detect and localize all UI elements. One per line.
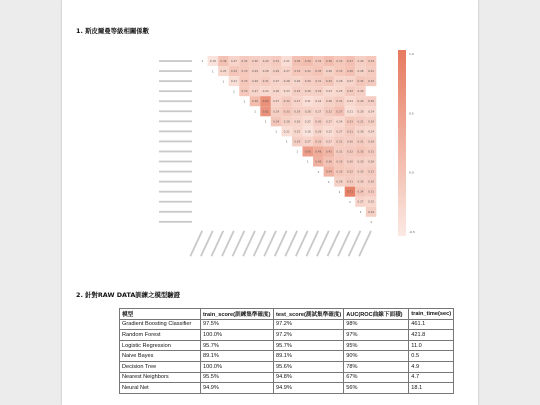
- cell-value-label: 0.23: [283, 89, 290, 94]
- cell-value-label: 0.37: [336, 109, 343, 114]
- cell-value-label: 0.63: [262, 99, 269, 104]
- row-tick-label: [159, 211, 192, 213]
- cell-value-label: 0.33: [294, 69, 301, 74]
- cell-value-label: 0.48: [315, 149, 322, 154]
- cell-value-label: 0.24: [262, 89, 269, 94]
- cell-value-label: 0.30: [368, 179, 375, 184]
- cell-value-label: 0.22: [325, 129, 332, 134]
- cell-value-label: 0.30: [357, 169, 364, 174]
- cell-value-label: 0.33: [315, 59, 322, 64]
- row-tick-label: [159, 141, 192, 143]
- cell-value-label: 0.33: [336, 59, 343, 64]
- colorbar: [398, 50, 406, 236]
- row-tick-label: [159, 151, 192, 153]
- cell-value-label: 0.27: [252, 89, 259, 94]
- header-train-time: train_time(sec): [409, 309, 454, 320]
- column-tick-label: [221, 230, 234, 256]
- cell-value-label: 0.33: [283, 109, 290, 114]
- column-tick-label: [295, 230, 308, 256]
- cell-test-score: 95.6%: [274, 361, 344, 372]
- cell-value-label: 0.28: [325, 69, 332, 74]
- column-tick-label: [316, 230, 329, 256]
- cell-value-label: 0.31: [346, 129, 353, 134]
- row-tick-label: [159, 201, 192, 203]
- cell-model: Decision Tree: [120, 361, 201, 372]
- column-tick-label: [232, 230, 245, 256]
- cell-value-label: 0.28: [262, 69, 269, 74]
- cell-value-label: 0.24: [368, 129, 375, 134]
- cell-value-label: 0.44: [325, 169, 332, 174]
- cell-value-label: 0.22: [304, 119, 311, 124]
- diagonal-label: 1: [211, 69, 214, 74]
- cell-value-label: 0.31: [315, 79, 322, 84]
- diagonal-label: 1: [264, 119, 267, 124]
- cell-model: Neural Net: [120, 383, 201, 394]
- cell-value-label: 0.29: [273, 69, 280, 74]
- cell-value-label: 0.30: [252, 59, 259, 64]
- cell-train-score: 100.0%: [201, 330, 274, 341]
- cell-value-label: 0.33: [336, 69, 343, 74]
- cell-value-label: 0.33: [336, 159, 343, 164]
- cell-value-label: 0.21: [346, 109, 353, 114]
- cell-value-label: 0.31: [357, 139, 364, 144]
- column-tick-label: [274, 230, 287, 256]
- cell-value-label: 0.28: [368, 159, 375, 164]
- diagonal-label: 1: [370, 220, 373, 225]
- cell-value-label: 0.29: [294, 139, 301, 144]
- cell-value-label: 0.27: [273, 99, 280, 104]
- cell-value-label: 0.33: [336, 169, 343, 174]
- row-tick-label: [159, 90, 192, 92]
- cell-value-label: 0.31: [357, 119, 364, 124]
- colorbar-tick-label: -0.5: [409, 230, 415, 234]
- cell-value-label: 0.21: [283, 59, 290, 64]
- cell-value-label: 0.18: [304, 129, 311, 134]
- cell-value-label: 0.29: [368, 119, 375, 124]
- cell-value-label: 0.31: [336, 149, 343, 154]
- cell-value-label: 0.38: [325, 59, 332, 64]
- column-tick-label: [284, 230, 297, 256]
- section-2-heading: 2. 針對RAW DATA訓練之模型驗證: [76, 291, 181, 299]
- table-row: [120, 319, 454, 330]
- cell-value-label: 0.28: [357, 69, 364, 74]
- cell-value-label: 0.18: [209, 59, 216, 64]
- cell-value-label: 0.36: [294, 59, 301, 64]
- cell-value-label: 0.26: [273, 89, 280, 94]
- table-row: [120, 340, 454, 351]
- cell-test-score: 95.7%: [274, 340, 344, 351]
- colorbar-tick-label: 1.0: [409, 52, 414, 56]
- header-auc: AUC(ROC曲線下面積): [344, 309, 409, 320]
- cell-value-label: 0.28: [283, 119, 290, 124]
- cell-value-label: 0.29: [294, 89, 301, 94]
- cell-auc: 95%: [344, 340, 409, 351]
- cell-value-label: 0.37: [346, 59, 353, 64]
- cell-value-label: 0.46: [315, 159, 322, 164]
- cell-value-label: 0.27: [315, 109, 322, 114]
- colorbar-tick-label: 0.5: [409, 111, 414, 116]
- column-tick-label: [348, 230, 361, 256]
- cell-auc: 56%: [344, 383, 409, 394]
- column-tick-label: [306, 230, 319, 256]
- cell-value-label: 0.27: [304, 139, 311, 144]
- cell-value-label: 0.21: [304, 99, 311, 104]
- cell-value-label: 0.32: [283, 99, 290, 104]
- row-tick-label: [159, 60, 192, 62]
- cell-train-score: 95.7%: [201, 340, 274, 351]
- cell-value-label: 0.28: [283, 79, 290, 84]
- cell-value-label: 0.26: [315, 129, 322, 134]
- diagonal-label: 1: [306, 159, 309, 164]
- cell-value-label: 0.36: [325, 159, 332, 164]
- cell-value-label: 0.33: [346, 119, 353, 124]
- cell-train-time: 4.9: [409, 361, 454, 372]
- cell-value-label: 0.29: [368, 209, 375, 214]
- document-page: [62, 0, 478, 405]
- row-tick-label: [159, 171, 192, 173]
- table-row: [120, 361, 454, 372]
- cell-train-time: 0.5: [409, 351, 454, 362]
- cell-value-label: 0.56: [304, 149, 311, 154]
- diagonal-label: 1: [275, 129, 278, 134]
- cell-value-label: 0.32: [346, 169, 353, 174]
- cell-value-label: 0.21: [230, 79, 237, 84]
- row-tick-label: [159, 80, 192, 82]
- diagonal-label: 1: [232, 89, 235, 94]
- cell-value-label: 0.24: [346, 99, 353, 104]
- cell-value-label: 0.33: [368, 59, 375, 64]
- table-row: [120, 383, 454, 394]
- diagonal-label: 1: [201, 59, 204, 64]
- cell-value-label: 0.29: [357, 179, 364, 184]
- cell-value-label: 0.27: [230, 59, 237, 64]
- cell-value-label: 0.39: [304, 59, 311, 64]
- cell-train-time: 4.7: [409, 372, 454, 383]
- cell-value-label: 0.29: [252, 69, 259, 74]
- cell-value-label: 0.33: [315, 139, 322, 144]
- cell-train-time: 18.1: [409, 383, 454, 394]
- cell-model: Logistic Regression: [120, 340, 201, 351]
- cell-value-label: 0.32: [325, 109, 332, 114]
- cell-value-label: 0.29: [315, 89, 322, 94]
- cell-value-label: 0.23: [325, 89, 332, 94]
- cell-value-label: 0.24: [315, 99, 322, 104]
- model-results-table: [119, 308, 454, 394]
- cell-value-label: 0.34: [357, 189, 364, 194]
- cell-value-label: 0.34: [273, 119, 280, 124]
- diagonal-label: 1: [285, 139, 288, 144]
- cell-value-label: 0.33: [241, 69, 248, 74]
- cell-value-label: 0.26: [336, 79, 343, 84]
- column-tick-label: [190, 230, 203, 256]
- header-test-score: test_score(測試集準確度): [274, 309, 344, 320]
- cell-value-label: 0.31: [346, 179, 353, 184]
- header-model: 模型: [120, 309, 201, 320]
- cell-value-label: 0.43: [325, 149, 332, 154]
- cell-train-score: 94.9%: [201, 383, 274, 394]
- cell-value-label: 0.31: [368, 189, 375, 194]
- cell-value-label: 0.29: [294, 109, 301, 114]
- row-tick-label: [159, 130, 192, 132]
- column-tick-label: [263, 230, 276, 256]
- cell-model: Gradient Boosting Classifier: [120, 319, 201, 330]
- cell-test-score: 97.2%: [274, 330, 344, 341]
- cell-value-label: 0.31: [368, 69, 375, 74]
- cell-auc: 97%: [344, 330, 409, 341]
- cell-value-label: 0.32: [346, 89, 353, 94]
- cell-value-label: 0.36: [346, 69, 353, 74]
- table-row: [120, 351, 454, 362]
- cell-value-label: 0.32: [346, 149, 353, 154]
- cell-train-time: 421.8: [409, 330, 454, 341]
- cell-value-label: 0.21: [283, 129, 290, 134]
- cell-value-label: 0.24: [336, 119, 343, 124]
- column-tick-label: [200, 230, 213, 256]
- cell-value-label: 0.31: [368, 169, 375, 174]
- section-1-heading: 1. 斯皮爾曼等級相關係數: [76, 27, 150, 35]
- header-train-score: train_score(訓練集準確度): [201, 309, 274, 320]
- row-tick-label: [159, 70, 192, 72]
- cell-value-label: 0.29: [357, 89, 364, 94]
- correlation-heatmap: [62, 0, 478, 265]
- row-tick-label: [159, 191, 192, 193]
- cell-value-label: 0.31: [368, 149, 375, 154]
- cell-value-label: 0.32: [241, 59, 248, 64]
- cell-value-label: 0.27: [336, 129, 343, 134]
- cell-value-label: 0.27: [357, 199, 364, 204]
- column-tick-label: [253, 230, 266, 256]
- cell-value-label: 0.35: [315, 69, 322, 74]
- column-tick-label: [242, 230, 255, 256]
- cell-test-score: 94.9%: [274, 383, 344, 394]
- cell-value-label: 0.27: [346, 79, 353, 84]
- cell-model: Naive Bayes: [120, 351, 201, 362]
- cell-test-score: 94.8%: [274, 372, 344, 383]
- cell-value-label: 0.29: [357, 99, 364, 104]
- cell-value-label: 0.29: [357, 159, 364, 164]
- cell-value-label: 0.34: [325, 79, 332, 84]
- diagonal-label: 1: [349, 199, 351, 204]
- cell-value-label: 0.29: [357, 59, 364, 64]
- diagonal-label: 1: [222, 79, 225, 84]
- cell-auc: 67%: [344, 372, 409, 383]
- cell-value-label: 0.28: [325, 99, 332, 104]
- cell-value-label: 0.31: [262, 79, 269, 84]
- column-tick-label: [211, 230, 224, 256]
- row-tick-label: [159, 100, 192, 102]
- cell-value-label: 0.71: [346, 189, 353, 194]
- cell-value-label: 0.33: [241, 79, 248, 84]
- cell-value-label: 0.30: [368, 99, 375, 104]
- diagonal-label: 1: [327, 179, 330, 184]
- cell-value-label: 0.28: [304, 109, 311, 114]
- row-tick-label: [159, 221, 192, 223]
- cell-value-label: 0.24: [368, 109, 375, 114]
- colorbar-tick-label: 0.0: [409, 170, 414, 175]
- cell-train-time: 461.1: [409, 319, 454, 330]
- row-tick-label: [159, 181, 192, 183]
- cell-model: Nearest Neighbors: [120, 372, 201, 383]
- cell-auc: 90%: [344, 351, 409, 362]
- cell-value-label: 0.39: [252, 99, 259, 104]
- cell-value-label: 0.30: [346, 159, 353, 164]
- cell-value-label: 0.26: [294, 119, 301, 124]
- cell-value-label: 0.30: [315, 119, 322, 124]
- cell-value-label: 0.29: [368, 139, 375, 144]
- cell-value-label: 0.26: [357, 109, 364, 114]
- diagonal-label: 1: [296, 149, 299, 154]
- cell-auc: 98%: [344, 319, 409, 330]
- cell-value-label: 0.30: [304, 79, 311, 84]
- column-tick-label: [337, 230, 350, 256]
- table-row: [120, 330, 454, 341]
- cell-value-label: 0.31: [336, 99, 343, 104]
- cell-value-label: 0.34: [357, 79, 364, 84]
- cell-auc: 78%: [344, 361, 409, 372]
- cell-value-label: 0.28: [304, 89, 311, 94]
- cell-value-label: 0.27: [325, 139, 332, 144]
- cell-value-label: 0.27: [294, 99, 301, 104]
- cell-value-label: 0.32: [304, 69, 311, 74]
- cell-value-label: 0.27: [283, 69, 290, 74]
- cell-value-label: 0.35: [357, 149, 364, 154]
- cell-train-score: 100.0%: [201, 361, 274, 372]
- cell-value-label: 0.26: [357, 129, 364, 134]
- cell-value-label: 0.36: [220, 59, 227, 64]
- cell-value-label: 0.27: [325, 119, 332, 124]
- cell-value-label: 0.32: [368, 79, 375, 84]
- cell-value-label: 0.29: [273, 109, 280, 114]
- cell-value-label: 0.62: [262, 109, 269, 114]
- cell-test-score: 97.2%: [274, 319, 344, 330]
- table-row: [120, 372, 454, 383]
- cell-value-label: 0.29: [262, 59, 269, 64]
- row-tick-label: [159, 161, 192, 163]
- cell-train-score: 97.5%: [201, 319, 274, 330]
- row-tick-label: [159, 120, 192, 122]
- cell-value-label: 0.31: [336, 139, 343, 144]
- cell-value-label: 0.25: [294, 129, 301, 134]
- column-tick-label: [358, 230, 371, 256]
- row-tick-label: [159, 110, 192, 112]
- cell-train-score: 95.5%: [201, 372, 274, 383]
- cell-value-label: 0.30: [346, 139, 353, 144]
- cell-value-label: 0.29: [252, 79, 259, 84]
- cell-value-label: 0.25: [336, 89, 343, 94]
- cell-test-score: 89.1%: [274, 351, 344, 362]
- cell-train-time: 11.0: [409, 340, 454, 351]
- cell-value-label: 0.28: [336, 179, 343, 184]
- table-header-row: [120, 309, 454, 320]
- cell-value-label: 0.34: [230, 69, 237, 74]
- diagonal-label: 1: [254, 109, 256, 114]
- diagonal-label: 1: [338, 189, 341, 194]
- cell-value-label: 0.27: [273, 79, 280, 84]
- cell-value-label: 0.26: [294, 79, 301, 84]
- diagonal-label: 1: [317, 169, 320, 174]
- cell-model: Random Forest: [120, 330, 201, 341]
- column-tick-label: [327, 230, 340, 256]
- diagonal-label: 1: [243, 99, 246, 104]
- cell-value-label: 0.31: [273, 59, 280, 64]
- cell-value-label: 0.33: [241, 89, 248, 94]
- cell-value-label: 0.25: [220, 69, 227, 74]
- cell-value-label: 0.25: [368, 199, 375, 204]
- diagonal-label: 1: [359, 209, 362, 214]
- cell-train-score: 89.1%: [201, 351, 274, 362]
